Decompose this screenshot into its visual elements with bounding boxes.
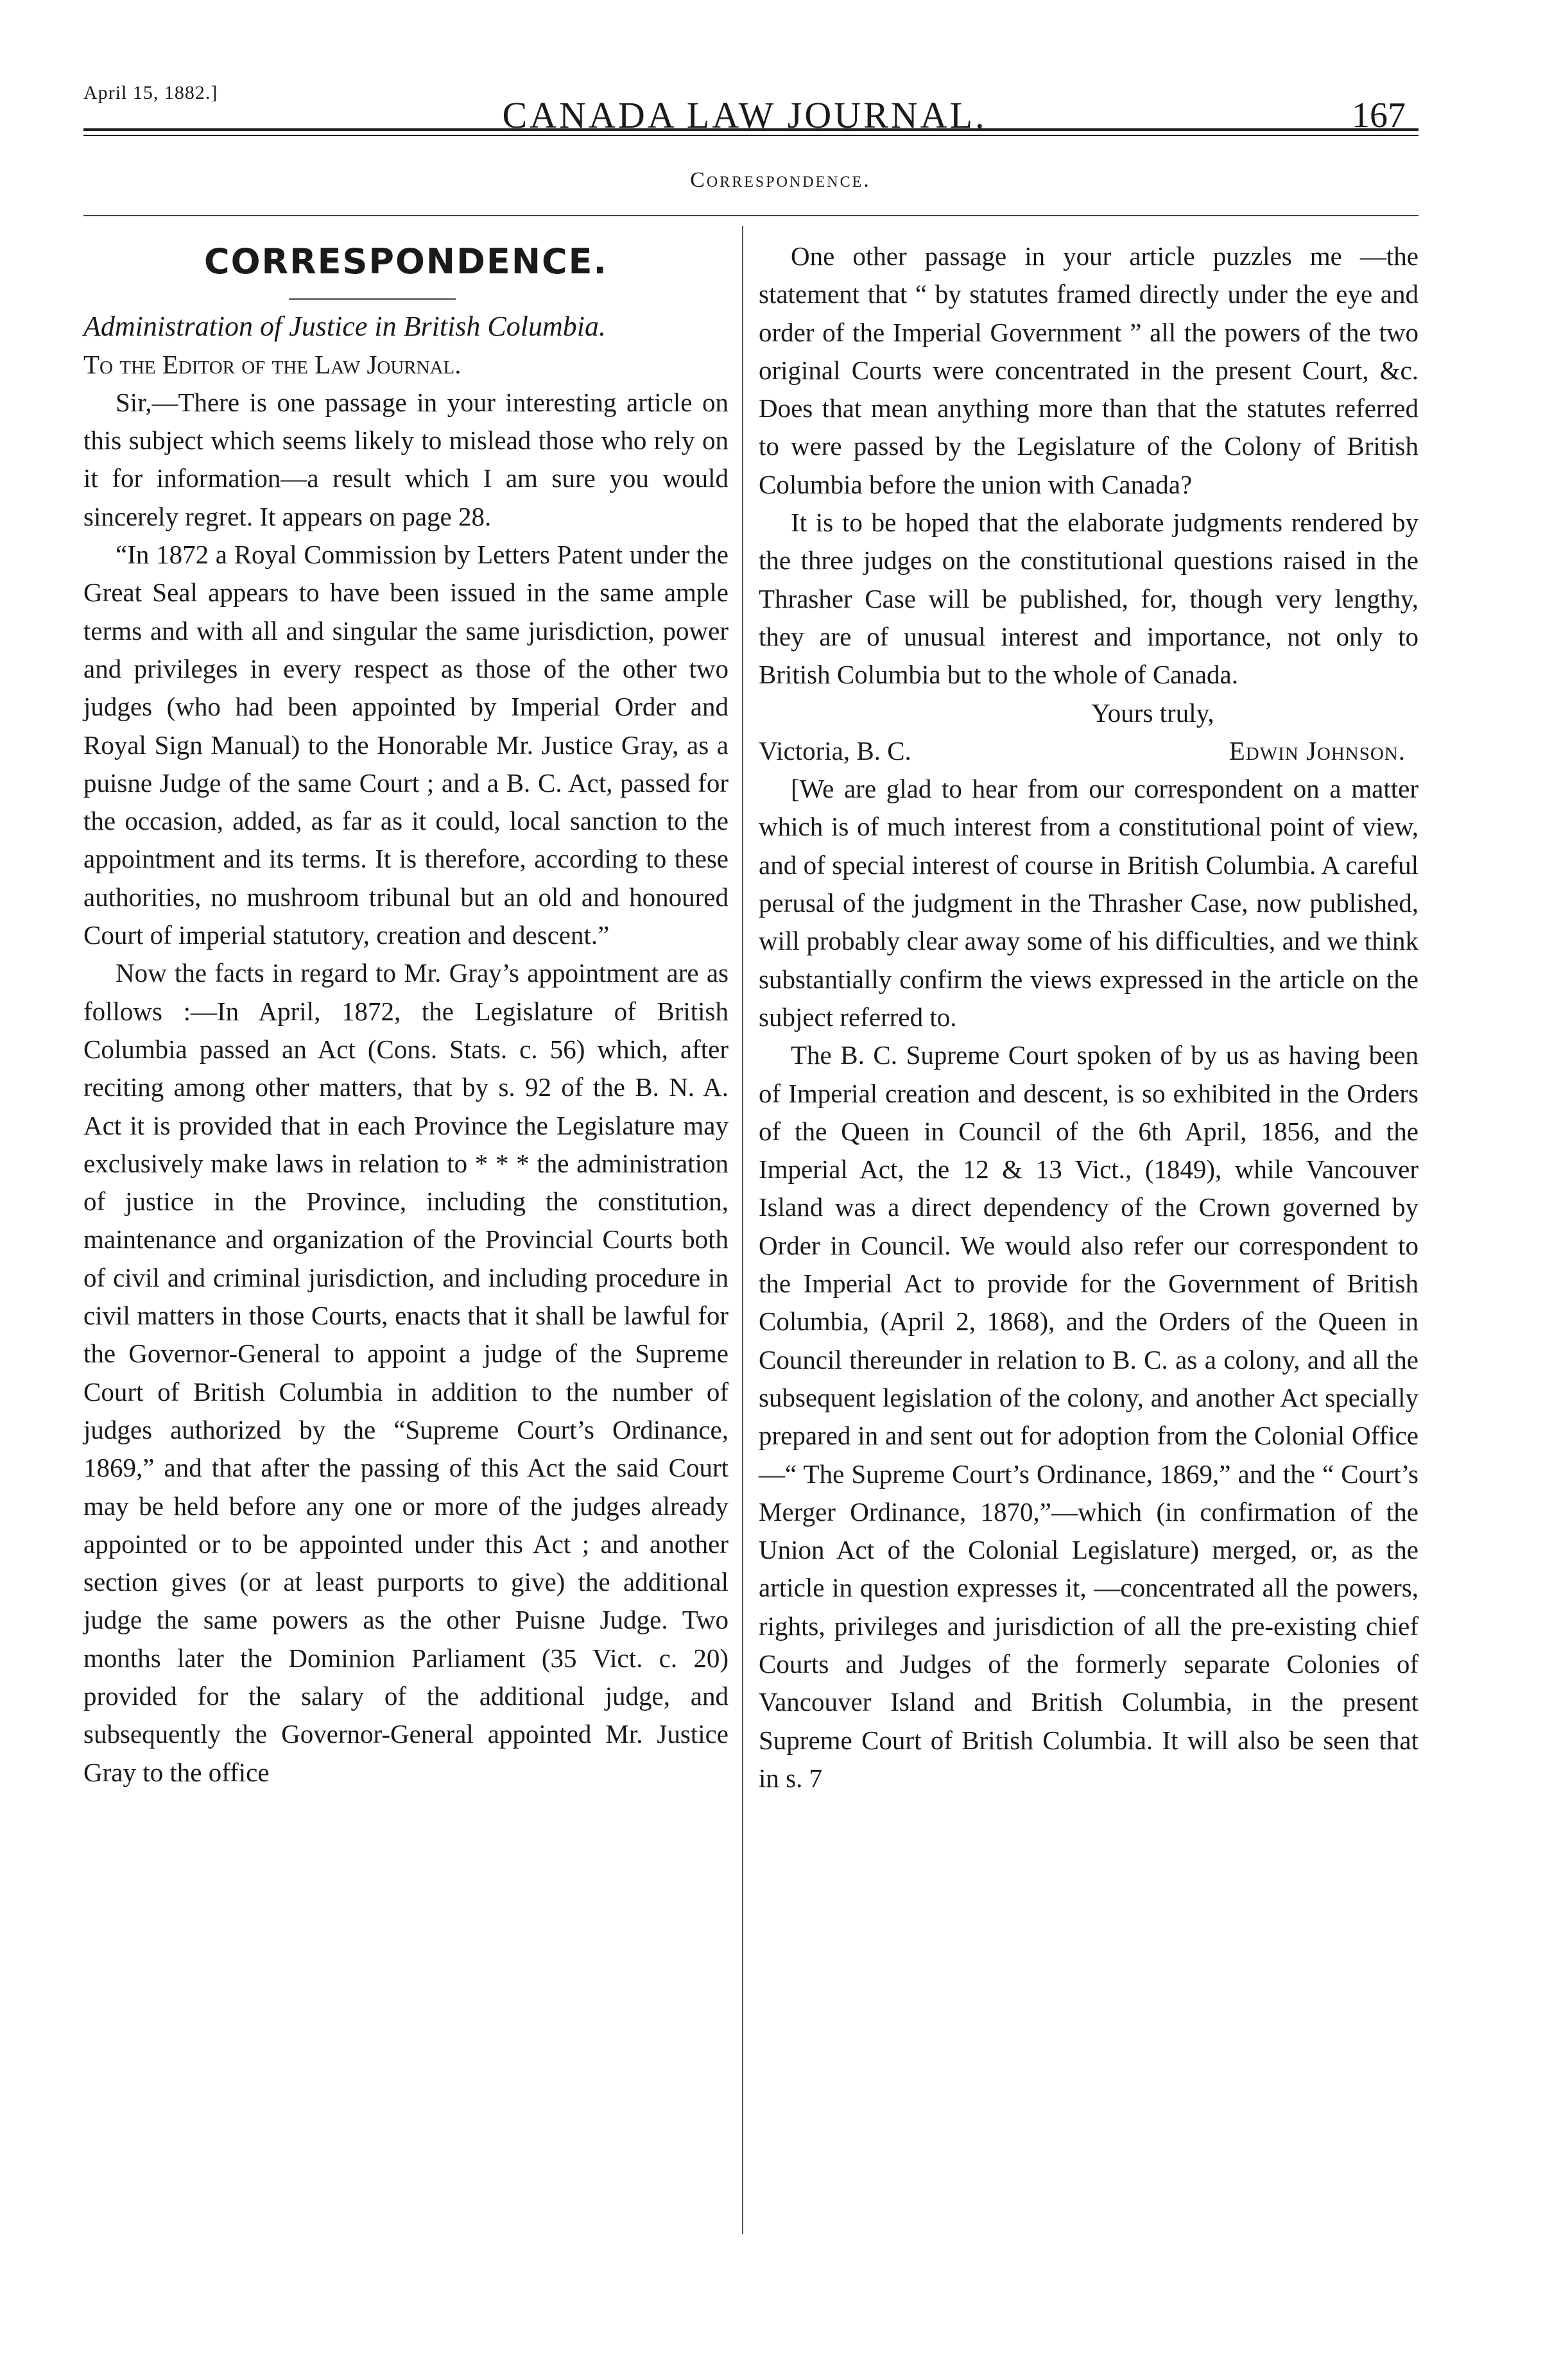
editor-note: The B. C. Supreme Court spoken of by us as having been of Imperial creation and descent, is so exhibited in the Orders of the Queen in Council of the 6th April, 1856, and the Imperial Act, the 12 & 13 Vict., (1849), while Vancouver Island was a direct dependency of the Crown governed by Order in Council. We would also refer our correspondent to the Imperial Act to provide for the Government of British Columbia, (April 2, 1868), and the Orders of the Queen in Council thereunder in relation to B. C. as a colony, and all the subsequent legislation of the colony, and another Act specially prepared in and sent out for adoption from the Colonial Office—“ The Supreme Court’s Ordinance, 1869,” and the “ Court’s Merger Ordinance, 1870,”—which (in confirmation of the Union Act of the Colonial Legislature) merged, or, as the article in question expresses it, —concentrated all the powers, rights, privileges and jurisdiction of all the pre-existing chief Courts and Judges of the formerly separate Colonies of Vancouver Island and British Columbia, in the present Supreme Court of British Columbia. It will also be seen that in s. 7 <box>759 1040 1419 1793</box>
running-head <box>83 56 1406 136</box>
salutation: To the Editor of the Law Journal. <box>83 349 461 379</box>
heading-rule <box>289 298 456 300</box>
signature-line <box>759 732 1419 770</box>
right-column <box>759 237 1419 1797</box>
editor-note: [We are glad to hear from our correspondent on a matter which is of much interest from a constitutional point of view, and of special interest of course in British Columbia. A careful perusal of the judgment in the Thrasher Case, now published, will probably clear away some of his difficulties, and we think substantially confirm the views expressed in the article on the subject referred to. <box>759 774 1419 1032</box>
journal-title: CANADA LAW JOURNAL. <box>502 94 987 136</box>
letter-quotation: “In 1872 a Royal Commission by Letters Patent under the Great Seal appears to have been issued in the same ample terms and with all and singular the same jurisdiction, power and privileges in every respect as those of the other two judges (who had been appointed by Imperial Order and Royal Sign Manual) to the Honorable Mr. Justice Gray, as a puisne Judge of the same Court ; and a B. C. Act, passed for the occasion, added, as far as it could, local sanction to the appointment and its terms. It is therefore, according to these authorities, no mushroom tribunal but an old and honoured Court of imperial statutory, creation and descent.” <box>83 540 729 950</box>
closing: Yours truly, <box>1091 698 1214 728</box>
article-heading: CORRESPONDENCE. <box>203 241 608 282</box>
issue-date: April 15, 1882.] <box>83 82 218 103</box>
letter-paragraph: It is to be hoped that the elaborate judgments rendered by the three judges on the constitutional questions raised in the Thrasher Case will be published, for, though very lengthy, they are of unusual interest and importance, not only to British Columbia but to the whole of Canada. <box>759 508 1419 690</box>
article-subtitle: Administration of Justice in British Columbia. <box>83 311 606 343</box>
place: Victoria, B. C. <box>759 735 911 766</box>
letter-paragraph: One other passage in your article puzzles me —the statement that “ by statutes framed directly under the eye and order of the Imperial Government ” all the powers of the two original Courts were concentrated in the present Court, &c. Does that mean anything more than that the statutes referred to were passed by the Legislature of the Colony of British Columbia before the union with Canada? <box>759 241 1419 499</box>
letter-paragraph: Sir,—There is one passage in your interesting article on this subject which seems likely to mislead those who rely on it for information—a result which I am sure you would sincerely regret. It appears on page 28. <box>83 387 729 531</box>
page-number: 167 <box>1352 96 1406 135</box>
section-rule <box>83 215 1419 216</box>
header-rule-thick <box>83 128 1419 131</box>
signature: Edwin Johnson. <box>1229 735 1406 766</box>
header-rule-thin <box>83 135 1419 136</box>
column-divider <box>742 226 743 2234</box>
left-column <box>83 237 729 1792</box>
letter-paragraph: Now the facts in regard to Mr. Gray’s appointment are as follows :—In April, 1872, the Legislature of British Columbia passed an Act (Cons. Stats. c. 56) which, after reciting among other matters, that by s. 92 of the B. N. A. Act it is provided that in each Province the Legislature may exclusively make laws in relation to * * * the administration of justice in the Province, including the constitution, maintenance and organization of the Provincial Courts both of civil and criminal jurisdiction, and including procedure in civil matters in those Courts, enacts that it shall be lawful for the Governor-General to appoint a judge of the Supreme Court of British Columbia in addition to the number of judges authorized by the “Supreme Court’s Ordinance, 1869,” and that after the passing of this Act the said Court may be held before any one or more of the judges already appointed or to be appointed under this Act ; and another section gives (or at least purports to give) the additional judge the same powers as the other Puisne Judge. Two months later the Dominion Parliament (35 Vict. c. 20) provided for the salary of the additional judge, and subsequently the Governor-General appointed Mr. Justice Gray to the office <box>83 958 729 1787</box>
section-heading: Correspondence. <box>690 168 871 192</box>
